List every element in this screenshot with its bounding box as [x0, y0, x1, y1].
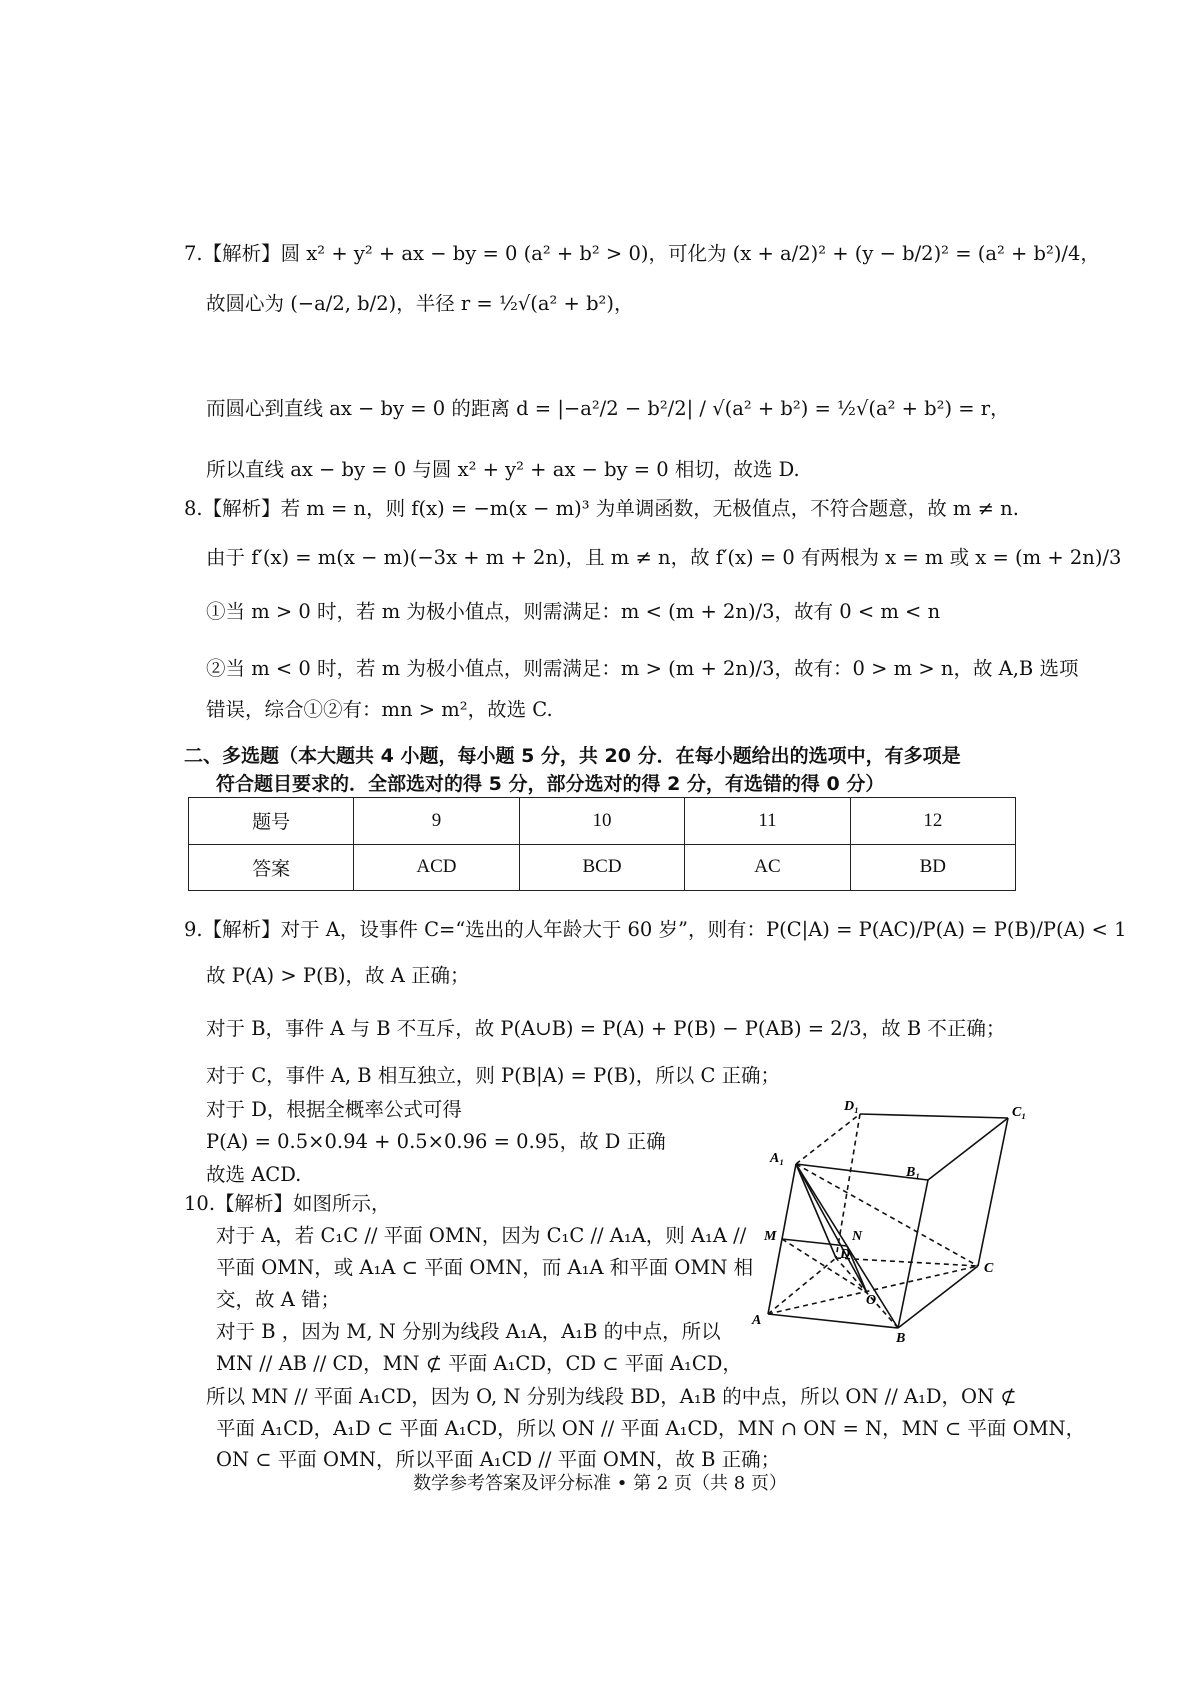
table-cell: 11	[685, 798, 850, 845]
label-c1: C₁	[1012, 1105, 1027, 1120]
label-b: B	[896, 1331, 906, 1345]
label-d: D	[840, 1247, 851, 1262]
table-row	[189, 798, 1016, 845]
table-cell: 12	[850, 798, 1015, 845]
p7-line2: 故圆心为 (−a/2, b/2)，半径 r = ½√(a² + b²)，	[206, 292, 634, 315]
p8-line2: 由于 f′(x) = m(x − m)(−3x + m + 2n)，且 m ≠ n，故 f′(x) = 0 有两根为 x = m 或 x = (m + 2n)/3	[206, 546, 1122, 569]
p10-line6: MN // AB // CD，MN ⊄ 平面 A₁CD，CD ⊂ 平面 A₁CD，	[216, 1352, 742, 1375]
table-cell: ACD	[354, 844, 520, 891]
p8-line1: 8.【解析】若 m = n，则 f(x) = −m(x − m)³ 为单调函数，无极值点，不符合题意，故 m ≠ n.	[184, 497, 1019, 520]
label-o: O	[866, 1293, 877, 1308]
p9-line6: P(A) = 0.5×0.94 + 0.5×0.96 = 0.95，故 D 正确	[206, 1130, 666, 1153]
p10-line4: 交，故 A 错；	[216, 1288, 340, 1311]
label-a: A	[752, 1313, 762, 1328]
answer-table	[188, 797, 1016, 891]
p7-line4: 所以直线 ax − by = 0 与圆 x² + y² + ax − by = 0 相切，故选 D.	[206, 458, 800, 481]
table-cell: BD	[850, 844, 1015, 891]
edge-b1-c1	[928, 1118, 1008, 1180]
edge-c1-c	[978, 1118, 1008, 1266]
p7-line3: 而圆心到直线 ax − by = 0 的距离 d = |−a²/2 − b²/2| / √(a² + b²) = ½√(a² + b²) = r，	[206, 397, 1010, 420]
label-d1: D₁	[844, 1100, 859, 1114]
p10-line5: 对于 B ，因为 M, N 分别为线段 A₁A，A₁B 的中点，所以	[216, 1320, 721, 1343]
table-cell: 题号	[189, 798, 354, 845]
p8-line4: ②当 m < 0 时，若 m 为极小值点，则需满足：m > (m + 2n)/3，故有：0 > m > n，故 A,B 选项	[206, 657, 1079, 680]
label-a1: A₁	[770, 1151, 785, 1166]
edge-d1-c1	[860, 1114, 1008, 1118]
label-m: M	[764, 1229, 777, 1244]
p8-line5: 错误，综合①②有：mn > m²，故选 C.	[206, 698, 553, 721]
p10-line8: 平面 A₁CD，A₁D ⊂ 平面 A₁CD，所以 ON // 平面 A₁CD，MN ∩ ON = N，MN ⊂ 平面 OMN，	[216, 1417, 1086, 1440]
p10-line7: 所以 MN // 平面 A₁CD，因为 O, N 分别为线段 BD，A₁B 的中点，所以 ON // A₁D，ON ⊄	[206, 1385, 1017, 1408]
edge-a1-d1-dashed	[796, 1114, 860, 1164]
table-cell: 9	[354, 798, 520, 845]
p9-line4: 对于 C，事件 A, B 相互独立，则 P(B|A) = P(B)，所以 C 正确；	[206, 1064, 781, 1087]
edge-a-d-dashed	[768, 1258, 836, 1314]
table-cell: 答案	[189, 844, 354, 891]
table-row	[189, 844, 1016, 891]
table-cell: AC	[685, 844, 850, 891]
p9-line7: 故选 ACD.	[206, 1163, 302, 1186]
table-cell: BCD	[519, 844, 685, 891]
parallelepiped-figure	[740, 1100, 1040, 1345]
edge-b1-b	[898, 1180, 928, 1328]
p9-line5: 对于 D，根据全概率公式可得	[206, 1098, 462, 1121]
p10-line1: 10.【解析】如图所示，	[184, 1192, 391, 1215]
p9-line3: 对于 B，事件 A 与 B 不互斥，故 P(A∪B) = P(A) + P(B) − P(AB) = 2/3，故 B 不正确；	[206, 1017, 1006, 1040]
p10-line9: ON ⊂ 平面 OMN，所以平面 A₁CD // 平面 OMN，故 B 正确；	[216, 1448, 781, 1471]
seg-m-o-dashed	[782, 1239, 867, 1293]
p9-line2: 故 P(A) > P(B)，故 A 正确；	[206, 964, 470, 987]
p10-line2: 对于 A，若 C₁C // 平面 OMN，因为 C₁C // A₁A，则 A₁A //	[216, 1224, 747, 1247]
label-n: N	[852, 1229, 863, 1244]
edge-a-b	[768, 1314, 898, 1328]
section-heading-line1: 二、多选题（本大题共 4 小题，每小题 5 分，共 20 分．在每小题给出的选项中，有多项是	[184, 745, 961, 767]
p9-line1: 9.【解析】对于 A，设事件 C=“选出的人年龄大于 60 岁”，则有：P(C|A) = P(AC)/P(A) = P(B)/P(A) < 1	[184, 918, 1127, 941]
label-b1: B₁	[906, 1165, 921, 1180]
p7-line1: 7.【解析】圆 x² + y² + ax − by = 0 (a² + b² > 0)，可化为 (x + a/2)² + (y − b/2)² = (a² + b²)/4，	[184, 242, 1100, 265]
p10-line3: 平面 OMN，或 A₁A ⊂ 平面 OMN，而 A₁A 和平面 OMN 相	[216, 1256, 754, 1279]
page-footer: 数学参考答案及评分标准 • 第 2 页（共 8 页）	[413, 1473, 787, 1494]
p8-line3: ①当 m > 0 时，若 m 为极小值点，则需满足：m < (m + 2n)/3，故有 0 < m < n	[206, 600, 941, 623]
label-c: C	[984, 1261, 994, 1276]
section-heading-line2: 符合题目要求的．全部选对的得 5 分，部分选对的得 2 分，有选错的得 0 分）	[216, 773, 885, 795]
table-cell: 10	[519, 798, 685, 845]
